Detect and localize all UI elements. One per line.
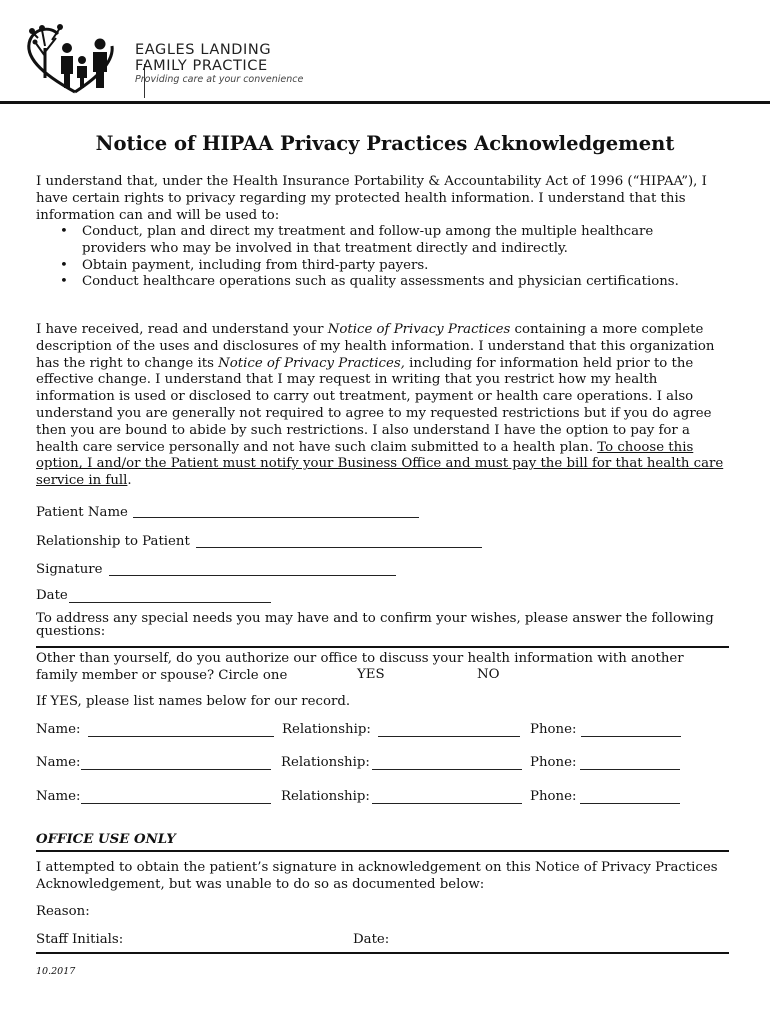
section-divider bbox=[36, 646, 729, 648]
staff-initials-label: Staff Initials: bbox=[36, 932, 124, 947]
logo-text bbox=[135, 42, 303, 85]
contact-relationship-field-3[interactable] bbox=[372, 803, 522, 804]
contact-phone-field-1[interactable] bbox=[581, 736, 681, 737]
contact-name-field-1[interactable] bbox=[88, 736, 274, 737]
list-item: • Obtain payment, including from third-party payers. bbox=[60, 257, 429, 273]
uses-list bbox=[36, 224, 716, 291]
list-item: • Conduct healthcare operations such as quality assessments and physician certifications. bbox=[60, 274, 679, 290]
page-title: Notice of HIPAA Privacy Practices Acknowledgement bbox=[95, 132, 675, 155]
logo-name-line1: EAGLES LANDING bbox=[135, 42, 272, 58]
relationship-field[interactable] bbox=[196, 547, 482, 548]
list-prompt: If YES, please list names below for our record. bbox=[36, 694, 351, 709]
contact-name-field-3[interactable] bbox=[81, 803, 271, 804]
list-item: • Conduct, plan and direct my treatment and follow-up among the multiple healthcare providers who may be involved in that treatment directly and indirectly. bbox=[60, 224, 654, 256]
date-field[interactable] bbox=[69, 602, 271, 603]
contact-phone-label: Phone: bbox=[530, 755, 577, 770]
office-statement: I attempted to obtain the patient’s signature in acknowledgement on this Notice of Privacy Practices Acknowledgement, but was unable to do so as documented below: bbox=[36, 860, 718, 892]
contact-relationship-label: Relationship: bbox=[281, 789, 370, 804]
special-needs-intro: To address any special needs you may have and to confirm your wishes, please answer the following questions: bbox=[36, 611, 714, 639]
office-use-heading: OFFICE USE ONLY bbox=[36, 832, 176, 847]
contact-phone-field-3[interactable] bbox=[580, 803, 680, 804]
logo-tagline: Providing care at your convenience bbox=[135, 74, 304, 85]
section-divider bbox=[36, 850, 729, 852]
authorization-question: Other than yourself, do you authorize our office to discuss your health information with another family member or spouse? Circle one bbox=[36, 651, 684, 683]
contact-name-label: Name: bbox=[36, 755, 81, 770]
contact-relationship-label: Relationship: bbox=[281, 755, 370, 770]
self-pay-option-text: To choose this option, I and/or the Patient must notify your Business Office and must pay the bill for that health care service in full bbox=[36, 439, 724, 489]
signature-label: Signature bbox=[36, 562, 103, 577]
relationship-label: Relationship to Patient bbox=[36, 534, 190, 549]
contact-phone-label: Phone: bbox=[530, 789, 577, 804]
reason-label: Reason: bbox=[36, 904, 90, 919]
patient-name-label: Patient Name bbox=[36, 505, 128, 520]
family-tree-logo-icon bbox=[20, 18, 130, 98]
intro-paragraph: I understand that, under the Health Insurance Portability & Accountability Act of 1996 (“HIPAA”), I have certain rights to privacy regarding my protected health information. I understand that this information can and will be used to: bbox=[36, 174, 707, 223]
office-date-label: Date: bbox=[353, 932, 390, 947]
no-option[interactable]: NO bbox=[477, 667, 500, 682]
bottom-rule bbox=[36, 952, 729, 954]
header-rule bbox=[0, 101, 770, 104]
yes-option[interactable]: YES bbox=[357, 667, 385, 682]
form-version: 10.2017 bbox=[36, 966, 76, 977]
contact-name-label: Name: bbox=[36, 789, 81, 804]
acknowledgement-paragraph: I have received, read and understand your Notice of Privacy Practices containing a more complete description of the uses and disclosures of my health information. I understand that this organization has the right to change its Notice of Privacy Practices, including for information held prior to the effective change. I understand that I may request in writing that you restrict how my health information is used or disclosed to carry out treatment, payment or health care operations. I also understand you are generally not required to agree to my requested restrictions but if you do agree then you are bound to abide by such restrictions. I also understand I have the option to pay for a health care service personally and not have such claim submitted to a health plan. To choose this option, I and/or the Patient must notify your Business Office and must pay the bill for that health care service in full. bbox=[36, 322, 724, 489]
signature-field[interactable] bbox=[109, 575, 396, 576]
contact-relationship-field-1[interactable] bbox=[378, 736, 520, 737]
date-label: Date bbox=[36, 588, 68, 603]
contact-phone-field-2[interactable] bbox=[580, 769, 680, 770]
contact-relationship-label: Relationship: bbox=[282, 722, 371, 737]
contact-phone-label: Phone: bbox=[530, 722, 577, 737]
patient-name-field[interactable] bbox=[133, 517, 419, 518]
contact-name-field-2[interactable] bbox=[81, 769, 271, 770]
logo-name-line2: FAMILY PRACTICE bbox=[135, 58, 268, 74]
contact-name-label: Name: bbox=[36, 722, 81, 737]
contact-relationship-field-2[interactable] bbox=[372, 769, 522, 770]
